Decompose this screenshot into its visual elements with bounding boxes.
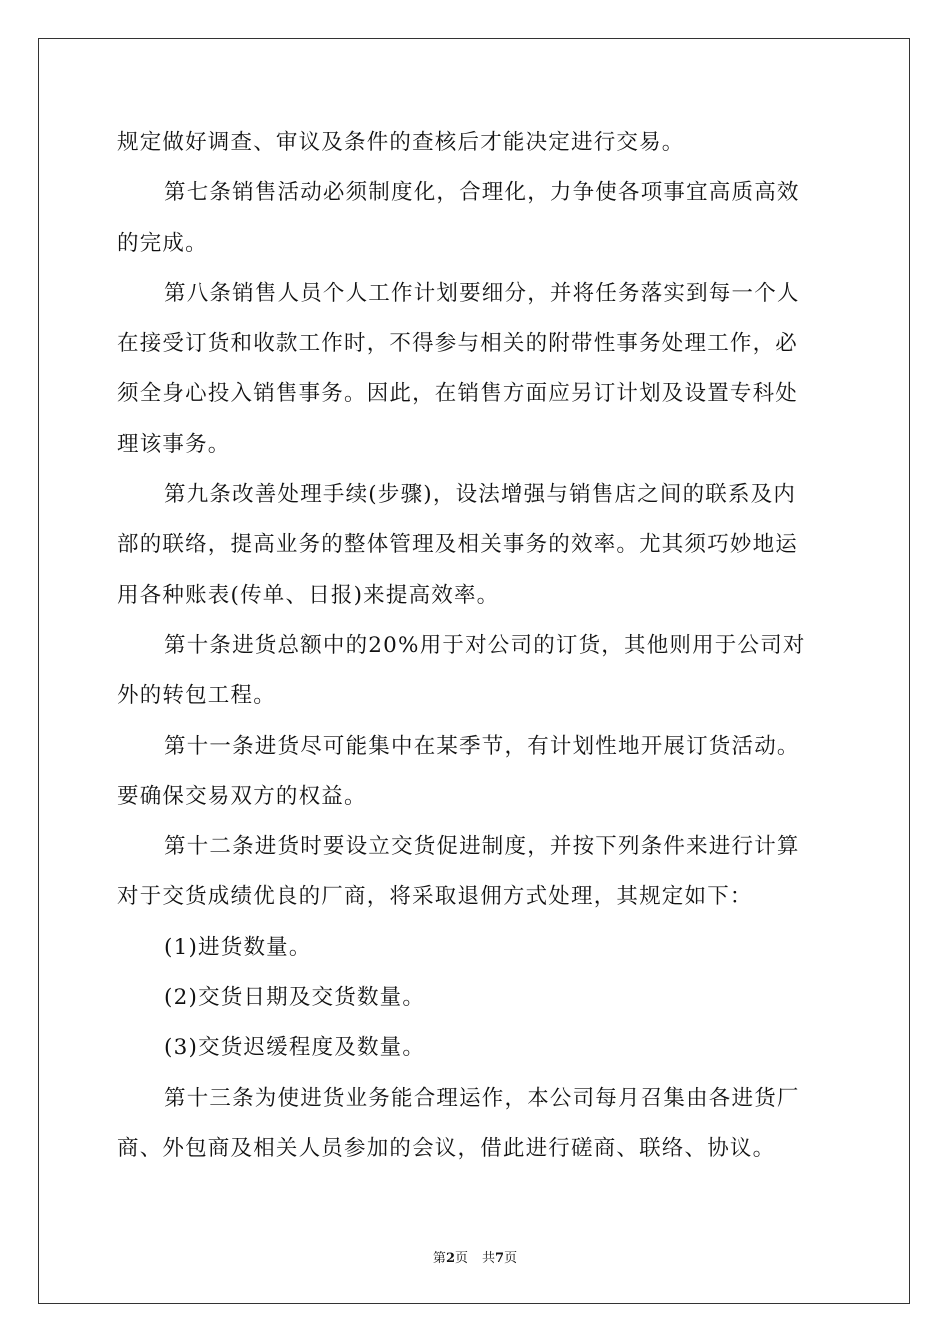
document-body <box>117 127 833 1183</box>
text-line: 在接受订货和收款工作时，不得参与相关的附带性事务处理工作，必 <box>117 331 799 357</box>
text-line: 第八条销售人员个人工作计划要细分，并将任务落实到每一个人 <box>164 280 800 306</box>
text-line: 对于交货成绩优良的厂商，将采取退佣方式处理，其规定如下： <box>117 884 753 910</box>
list-item: (3)交货迟缓程度及数量。 <box>164 1035 426 1061</box>
text-line: 用各种账表(传单、日报)来提高效率。 <box>117 582 500 608</box>
page-current: 2 <box>445 1251 455 1266</box>
text-line: 第九条改善处理手续(步骤)，设法增强与销售店之间的联系及内 <box>164 482 797 508</box>
text-line: 商、外包商及相关人员参加的会议，借此进行磋商、联络、协议。 <box>117 1135 776 1161</box>
text-line: 要确保交易双方的权益。 <box>117 783 367 809</box>
text-line: 外的转包工程。 <box>117 683 276 709</box>
text-line: 第十条进货总额中的20%用于对公司的订货，其他则用于公司对 <box>164 632 806 658</box>
page-footer <box>0 1247 950 1266</box>
list-item: (1)进货数量。 <box>164 934 312 960</box>
text-line: 第十三条为使进货业务能合理运作，本公司每月召集由各进货厂 <box>164 1085 800 1111</box>
text-line: 第十一条进货尽可能集中在某季节，有计划性地开展订货活动。 <box>164 733 800 759</box>
page-total: 7 <box>495 1251 505 1266</box>
text-line: 的完成。 <box>117 230 208 256</box>
page-suffix: 页 <box>454 1251 468 1266</box>
page-prefix: 第 <box>432 1251 446 1266</box>
total-prefix: 共 <box>482 1251 496 1266</box>
text-line: 第十二条进货时要设立交货促进制度，并按下列条件来进行计算 <box>164 834 800 860</box>
list-item: (2)交货日期及交货数量。 <box>164 985 426 1011</box>
text-line: 第七条销售活动必须制度化，合理化，力争使各项事宜高质高效 <box>164 180 800 206</box>
text-line: 规定做好调查、审议及条件的查核后才能决定进行交易。 <box>117 130 685 155</box>
total-suffix: 页 <box>504 1251 518 1266</box>
text-line: 理该事务。 <box>117 431 231 457</box>
text-line: 部的联络，提高业务的整体管理及相关事务的效率。尤其须巧妙地运 <box>117 532 799 558</box>
text-line: 须全身心投入销售事务。因此，在销售方面应另订计划及设置专科处 <box>117 381 799 407</box>
